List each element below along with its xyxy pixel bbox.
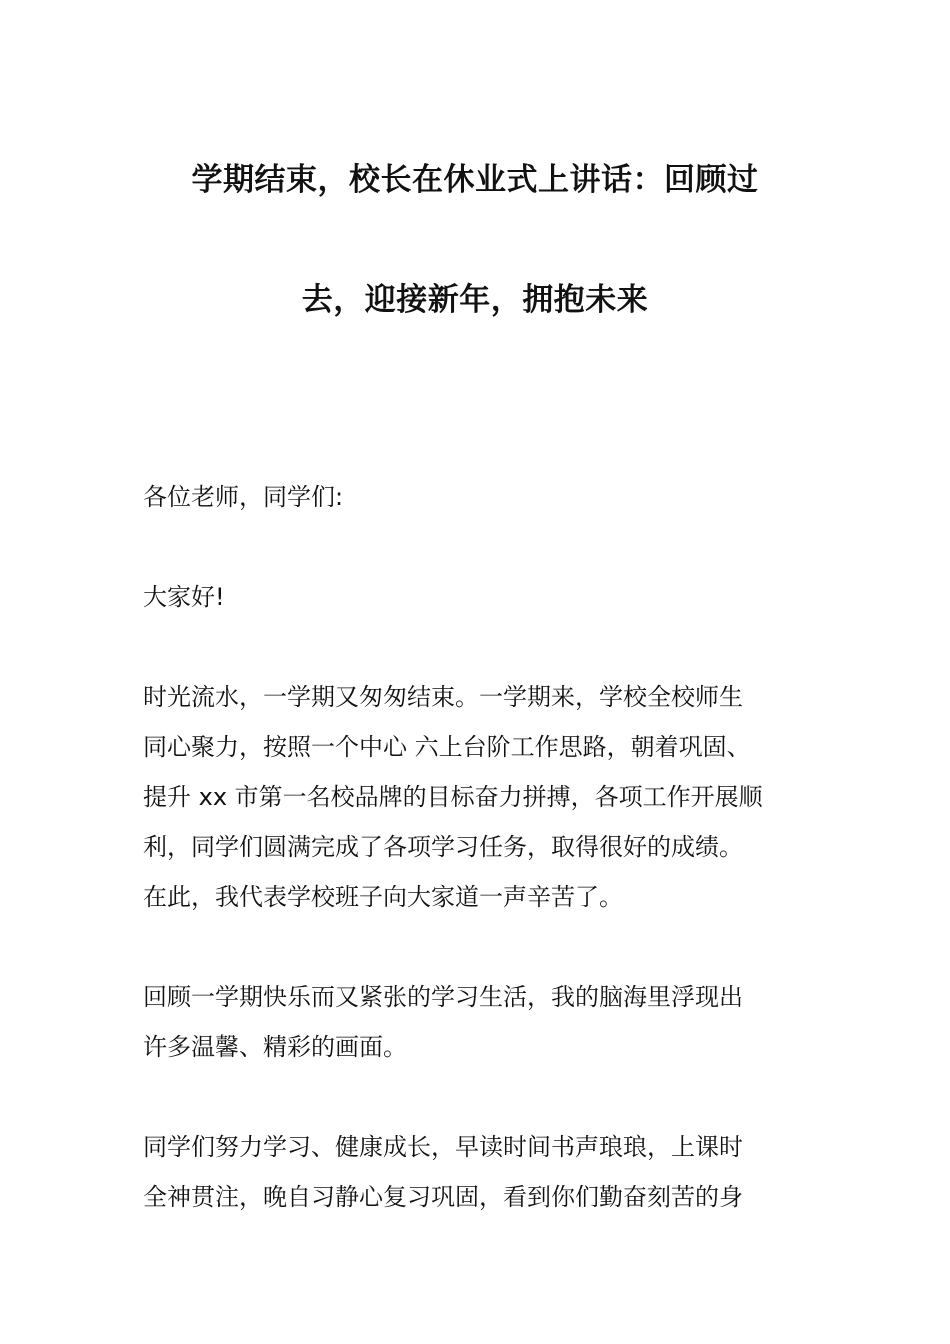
text-line: 全神贯注，晚自习静心复习巩固，看到你们勤奋刻苦的身 xyxy=(143,1183,743,1211)
text-line: 回顾一学期快乐而又紧张的学习生活，我的脑海里浮现出 xyxy=(143,983,743,1011)
paragraph-salutation xyxy=(143,472,807,522)
text-line: 各位老师，同学们: xyxy=(143,483,344,511)
text-line: 在此，我代表学校班子向大家道一声辛苦了。 xyxy=(143,883,623,911)
text-line: 时光流水，一学期又匆匆结束。一学期来，学校全校师生 xyxy=(143,683,743,711)
text-line: 大家好! xyxy=(143,583,225,611)
paragraph-1 xyxy=(143,672,807,922)
text-line: 利，同学们圆满完成了各项学习任务，取得很好的成绩。 xyxy=(143,833,743,861)
paragraph-2 xyxy=(143,972,807,1072)
text-line: 同学们努力学习、健康成长，早读时间书声琅琅，上课时 xyxy=(143,1133,743,1161)
text-line: 提升 xx 市第一名校品牌的目标奋力拼搏，各项工作开展顺 xyxy=(143,783,763,811)
paragraph-greeting xyxy=(143,572,807,622)
text-line: 同心聚力，按照一个中心 六上台阶工作思路，朝着巩固、 xyxy=(143,733,751,761)
text-line: 许多温馨、精彩的画面。 xyxy=(143,1033,407,1061)
paragraph-3 xyxy=(143,1122,807,1222)
document-body xyxy=(143,472,807,1222)
document-title-line-1: 学期结束，校长在休业式上讲话：回顾过 xyxy=(191,162,759,198)
document-title-line-2: 去，迎接新年，拥抱未来 xyxy=(301,282,649,318)
